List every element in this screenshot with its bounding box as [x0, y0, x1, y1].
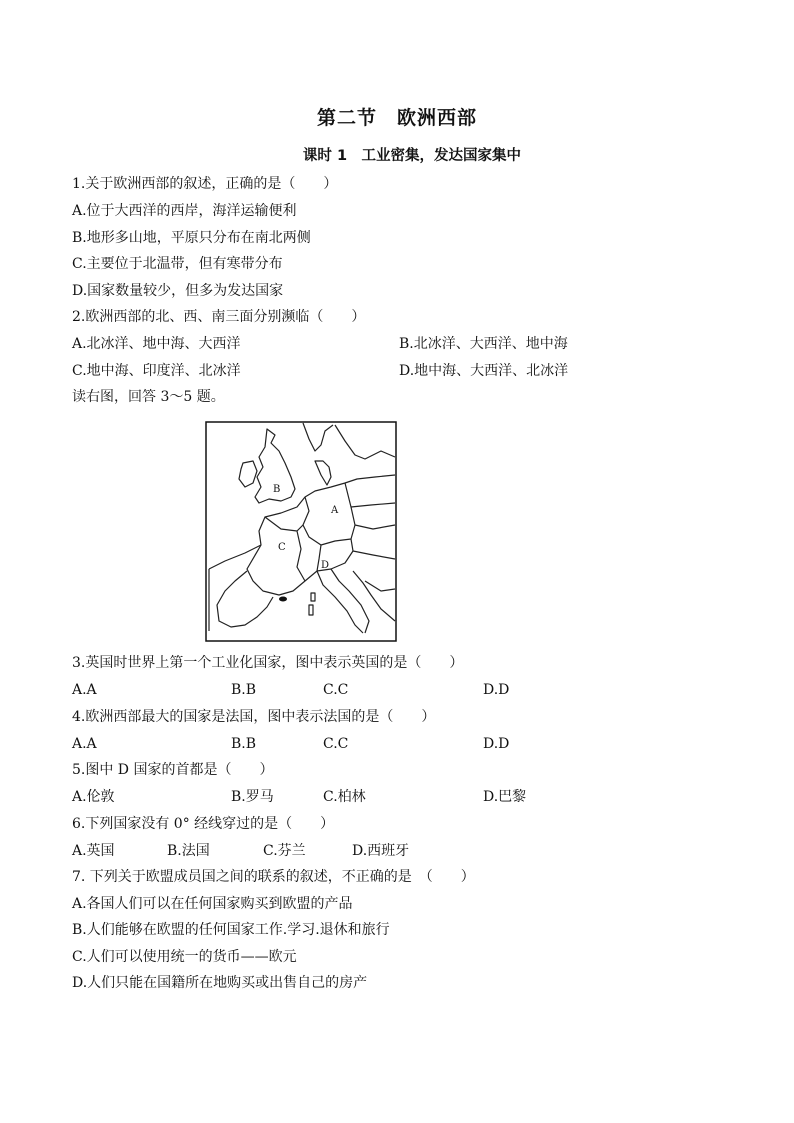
question-1-option-a: A.位于大西洋的西岸，海洋运输便利 [72, 203, 297, 219]
question-7-option-c: C.人们可以使用统一的货币——欧元 [72, 949, 297, 965]
question-3-option-d: D.D [483, 682, 510, 698]
question-2-stem: 2.欧洲西部的北、西、南三面分别濒临（ ） [72, 309, 366, 325]
question-6-option-c: C.芬兰 [263, 843, 306, 859]
question-7-option-d: D.人们只能在国籍所在地购买或出售自己的房产 [72, 975, 368, 991]
question-6-option-b: B.法国 [167, 843, 210, 859]
page-title: 第二节 欧洲西部 [316, 107, 477, 129]
question-3-option-c: C.C [323, 682, 349, 698]
question-2-option-b: B.北冰洋、大西洋、地中海 [399, 336, 568, 352]
question-7-option-a: A.各国人们可以在任何国家购买到欧盟的产品 [72, 896, 353, 912]
question-4-stem: 4.欧洲西部最大的国家是法国，图中表示法国的是（ ） [72, 709, 436, 725]
question-1-option-d: D.国家数量较少，但多为发达国家 [72, 283, 284, 299]
question-2-option-d: D.地中海、大西洋、北冰洋 [399, 363, 569, 379]
question-4-option-c: C.C [323, 736, 349, 752]
question-6-option-a: A.英国 [72, 843, 115, 859]
question-1-option-b: B.地形多山地，平原只分布在南北两侧 [72, 230, 311, 246]
map-label-c: C [278, 542, 286, 553]
question-3-option-a: A.A [72, 682, 97, 698]
question-4-option-d: D.D [483, 736, 510, 752]
question-3-stem: 3.英国时世界上第一个工业化国家，图中表示英国的是（ ） [72, 655, 464, 671]
question-3-option-b: B.B [231, 682, 257, 698]
map-frame [206, 422, 396, 641]
map-label-a: A [331, 505, 339, 516]
map-balearic-islands [279, 597, 287, 602]
lesson-subtitle: 课时 1 工业密集，发达国家集中 [302, 148, 522, 164]
question-5-option-c: C.柏林 [323, 789, 366, 805]
map-instruction: 读右图，回答 3～5 题。 [72, 389, 225, 405]
question-5-option-b: B.罗马 [231, 789, 274, 805]
question-7-option-b: B.人们能够在欧盟的任何国家工作.学习.退休和旅行 [72, 922, 390, 938]
question-6-option-d: D.西班牙 [352, 843, 410, 859]
map-label-b: B [273, 484, 281, 495]
question-5-option-d: D.巴黎 [483, 789, 527, 805]
question-4-option-a: A.A [72, 736, 97, 752]
question-7-stem: 7. 下列关于欧盟成员国之间的联系的叙述，不正确的是 （ ） [72, 869, 475, 885]
question-2-option-c: C.地中海、印度洋、北冰洋 [72, 363, 241, 379]
question-2-option-a: A.北冰洋、地中海、大西洋 [72, 336, 241, 352]
question-5-option-a: A.伦敦 [72, 789, 115, 805]
question-1-option-c: C.主要位于北温带，但有寒带分布 [72, 256, 283, 272]
question-5-stem: 5.图中 D 国家的首都是（ ） [72, 762, 274, 778]
question-1-stem: 1.关于欧洲西部的叙述，正确的是（ ） [72, 176, 338, 192]
map-label-d: D [321, 560, 330, 571]
europe-map [205, 421, 397, 642]
question-6-stem: 6.下列国家没有 0° 经线穿过的是（ ） [72, 816, 335, 832]
question-4-option-b: B.B [231, 736, 257, 752]
